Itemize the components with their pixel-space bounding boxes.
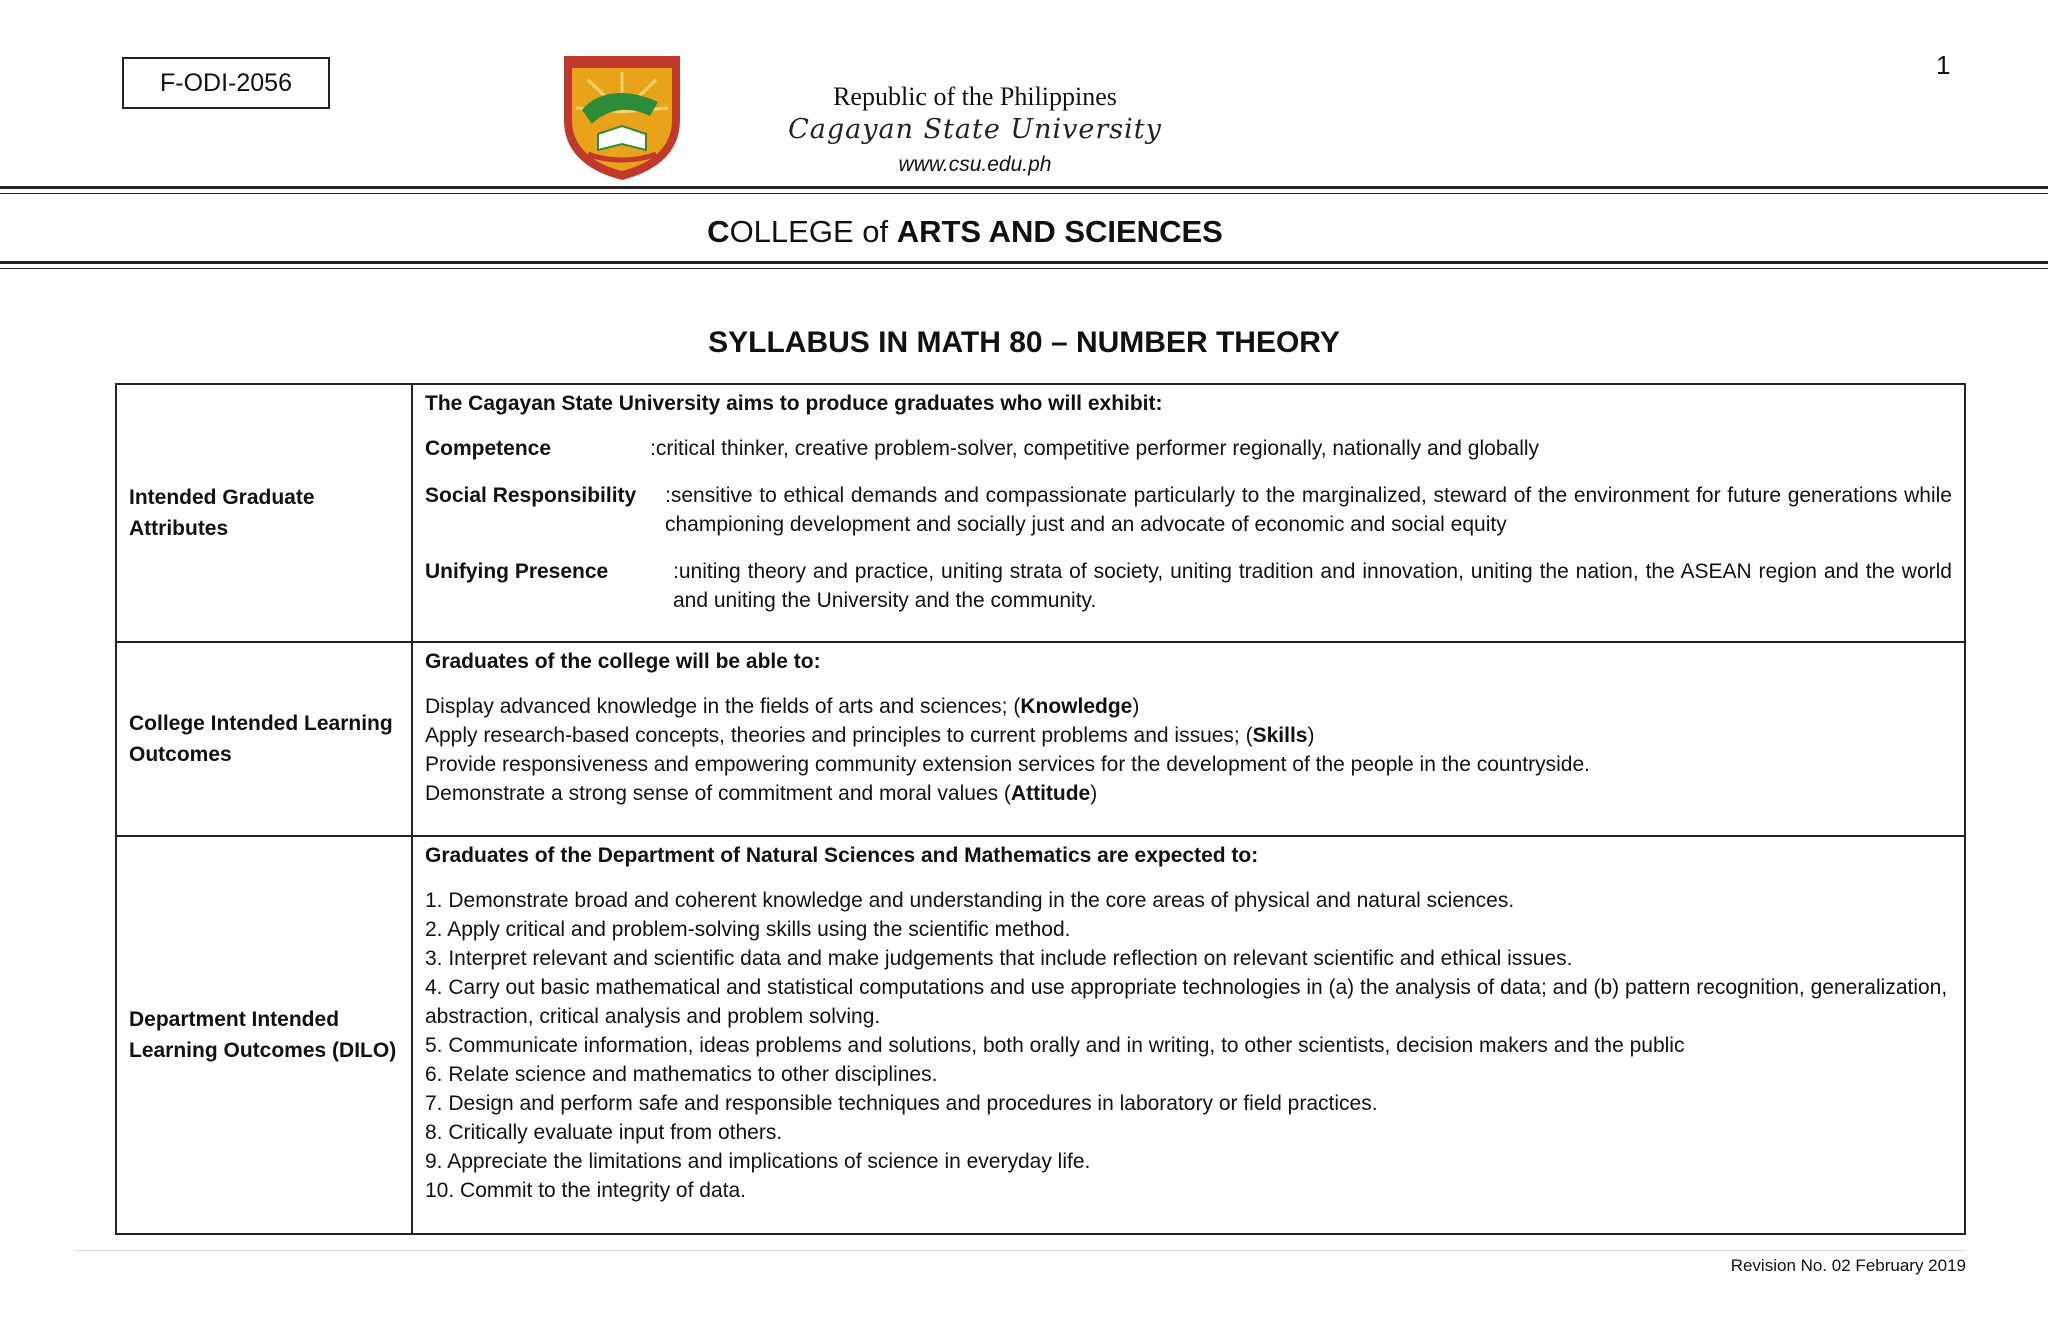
header-rule-thin — [0, 193, 2048, 194]
header-rule-thick — [0, 186, 2048, 189]
attribute-description: : uniting theory and practice, uniting strata of society, uniting tradition and innovation, uniting the nation, the ASEAN region and the world and uniting the University and the community. — [673, 557, 1952, 615]
page-number: 1 — [1936, 50, 1951, 80]
attribute-name: Unifying Presence — [425, 560, 609, 583]
college-outcome-item: Demonstrate a strong sense of commitment and moral values (Attitude) — [425, 782, 1098, 805]
outcomes-table — [115, 383, 1966, 1235]
attribute-unifying-presence — [425, 557, 1952, 615]
syllabus-title: SYLLABUS IN MATH 80 – NUMBER THEORY — [708, 326, 1340, 359]
department-outcomes-content — [412, 836, 1965, 1234]
form-code-box: F-ODI-2056 — [122, 57, 330, 109]
department-outcomes-label: Department Intended Learning Outcomes (DILO) — [116, 836, 412, 1234]
graduate-attributes-row — [116, 384, 1965, 642]
college-outcome-item: Apply research-based concepts, theories and principles to current problems and issues; (Skills) — [425, 724, 1315, 747]
logo-banner — [564, 56, 680, 68]
attribute-social-responsibility — [425, 481, 1952, 539]
footer-rule — [75, 1250, 1965, 1251]
university-website: www.csu.edu.ph — [898, 153, 1052, 176]
dilo-item: 2. Apply critical and problem-solving skills using the scientific method. — [425, 918, 1071, 941]
college-outcome-item: Display advanced knowledge in the fields of arts and sciences; (Knowledge) — [425, 695, 1140, 718]
graduate-attributes-intro: The Cagayan State University aims to produce graduates who will exhibit: — [425, 392, 1163, 415]
dilo-item: 3. Interpret relevant and scientific data and make judgements that include reflection on relevant scientific and ethical issues. — [425, 947, 1573, 970]
college-outcomes-intro: Graduates of the college will be able to: — [425, 650, 821, 673]
college-outcomes-label: College Intended Learning Outcomes — [116, 642, 412, 836]
college-outcomes-content — [412, 642, 1965, 836]
graduate-attributes-label: Intended Graduate Attributes — [116, 384, 412, 642]
revision-note: Revision No. 02 February 2019 — [1730, 1256, 1966, 1275]
attribute-competence — [425, 434, 1952, 463]
dilo-item: 9. Appreciate the limitations and implications of science in everyday life. — [425, 1150, 1091, 1173]
university-name: Cagayan State University — [788, 114, 1162, 145]
attribute-description: : sensitive to ethical demands and compassionate particularly to the marginalized, steward of the environment for future generations while championing development and socially just and an advocate of economic and social equity — [665, 481, 1952, 539]
republic-heading: Republic of the Philippines — [833, 82, 1117, 111]
dilo-item: 10. Commit to the integrity of data. — [425, 1179, 746, 1202]
college-rule-thick — [0, 261, 2048, 264]
dilo-item: 5. Communicate information, ideas problems and solutions, both orally and in writing, to other scientists, decision makers and the public — [425, 1034, 1685, 1057]
attribute-name: Social Responsibility — [425, 484, 637, 507]
dilo-item: 1. Demonstrate broad and coherent knowledge and understanding in the core areas of physical and natural sciences. — [425, 889, 1515, 912]
dilo-item: 7. Design and perform safe and responsible techniques and procedures in laboratory or field practices. — [425, 1092, 1378, 1115]
attribute-description: : critical thinker, creative problem-solver, competitive performer regionally, nationally and globally — [650, 434, 1952, 463]
graduate-attributes-content — [412, 384, 1965, 642]
dilo-item: 8. Critically evaluate input from others. — [425, 1121, 783, 1144]
college-outcomes-row — [116, 642, 1965, 836]
college-heading: COLLEGE of ARTS AND SCIENCES — [707, 214, 1223, 249]
dilo-item: 6. Relate science and mathematics to other disciplines. — [425, 1063, 938, 1086]
college-outcome-item: Provide responsiveness and empowering community extension services for the development of the people in the countryside. — [425, 753, 1590, 776]
attribute-name: Competence — [425, 437, 552, 460]
department-outcomes-row — [116, 836, 1965, 1234]
dilo-item: 4. Carry out basic mathematical and statistical computations and use appropriate technologies in (a) the analysis of data; and (b) pattern recognition, generalization, abstraction, critical analysis and problem solving. — [425, 976, 1948, 1028]
department-outcomes-intro: Graduates of the Department of Natural Sciences and Mathematics are expected to: — [425, 844, 1259, 867]
college-rule-thin — [0, 268, 2048, 269]
